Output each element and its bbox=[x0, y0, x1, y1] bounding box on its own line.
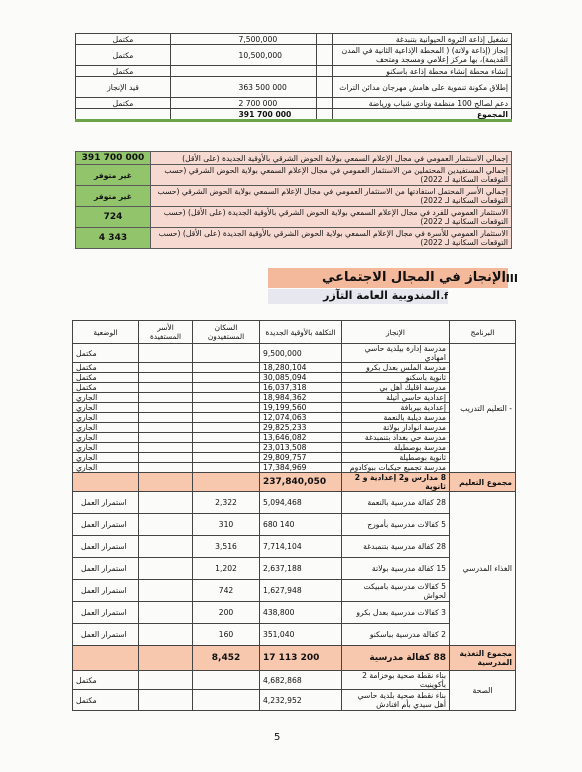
cost-cell: 2,637,188 bbox=[260, 558, 342, 580]
total-residents-cell: 8,452 bbox=[193, 646, 260, 671]
status-cell: الجاري bbox=[73, 443, 139, 453]
table-row bbox=[73, 671, 516, 690]
table-total-row bbox=[76, 109, 512, 121]
status-cell: مكتمل bbox=[73, 344, 139, 363]
achievement-cell: مدرسة تجميع جيكبات ببوكادوم bbox=[342, 463, 450, 473]
table-total-row bbox=[73, 646, 516, 671]
status-cell: مكتمل bbox=[73, 373, 139, 383]
residents-cell: 160 bbox=[193, 624, 260, 646]
achievement-cell: مدرسة بوصطيلة bbox=[342, 443, 450, 453]
header-program: البرنامج bbox=[450, 321, 516, 344]
achievement-cell: 15 كفالة مدرسية بولاتة bbox=[342, 558, 450, 580]
status-cell: الجاري bbox=[73, 423, 139, 433]
residents-cell: 310 bbox=[193, 514, 260, 536]
residents-cell: 200 bbox=[193, 602, 260, 624]
status-cell: الجاري bbox=[73, 403, 139, 413]
program-cell: الصحة bbox=[450, 671, 516, 711]
summary-row bbox=[76, 207, 512, 228]
table-row bbox=[73, 443, 516, 453]
status-cell: استمرار العمل bbox=[73, 580, 139, 602]
table-row bbox=[73, 558, 516, 580]
status-cell: مكتمل bbox=[76, 66, 171, 77]
achievement-cell: بناء نقطة صحية بلدية حاسي أهل سيدي بأم افنادش bbox=[342, 690, 450, 711]
achievement-cell: مدرسة انوادار بولاتة bbox=[342, 423, 450, 433]
achievement-cell: مدرسة حي بغداد بتنمبدغة bbox=[342, 433, 450, 443]
achievement-cell: 3 كفالات مدرسية بعدل بكرو bbox=[342, 602, 450, 624]
achievement-cell: مدرسة الملس بعدل بكرو bbox=[342, 363, 450, 373]
total-amount-cell: 391 700 000 bbox=[236, 109, 317, 121]
table-row bbox=[73, 344, 516, 363]
cost-cell: 18,984,362 bbox=[260, 393, 342, 403]
subsection-number: .f bbox=[440, 292, 448, 302]
cost-cell: 7,714,104 bbox=[260, 536, 342, 558]
status-cell: استمرار العمل bbox=[73, 514, 139, 536]
status-cell: مكتمل bbox=[76, 45, 171, 66]
total-desc-cell: 88 كفالة مدرسية bbox=[342, 646, 450, 671]
cost-cell: 30,085,094 bbox=[260, 373, 342, 383]
status-cell: الجاري bbox=[73, 463, 139, 473]
table-row bbox=[76, 66, 512, 77]
status-cell: استمرار العمل bbox=[73, 602, 139, 624]
residents-cell: 2,322 bbox=[193, 492, 260, 514]
table-row bbox=[73, 393, 516, 403]
header-residents: السكان المستفيدون bbox=[193, 321, 260, 344]
cost-cell: 5,094,468 bbox=[260, 492, 342, 514]
table-row bbox=[73, 602, 516, 624]
cost-cell: 19,199,560 bbox=[260, 403, 342, 413]
program-cell: - التعليم التدريب bbox=[450, 344, 516, 473]
radio-projects-table bbox=[75, 33, 512, 122]
section-title: الإنجاز في المجال الاجتماعي bbox=[321, 270, 506, 285]
status-cell: الجاري bbox=[73, 393, 139, 403]
status-cell: مكتمل bbox=[76, 34, 171, 45]
desc-cell: إطلاق مكونة تنموية على هامش مهرجان مدائن التراث bbox=[333, 77, 512, 98]
achievement-cell: 2 كفالة مدرسية بباسكنو bbox=[342, 624, 450, 646]
cost-cell: 4,682,868 bbox=[260, 671, 342, 690]
section-number: .III bbox=[501, 272, 518, 285]
achievement-cell: إعدادية حاسي أتيلة bbox=[342, 393, 450, 403]
table-row bbox=[73, 690, 516, 711]
achievement-cell: 28 كفالة مدرسية بتنمبدغة bbox=[342, 536, 450, 558]
status-cell: قيد الإنجاز bbox=[76, 77, 171, 98]
residents-cell: 1,202 bbox=[193, 558, 260, 580]
achievement-cell: 28 كفالة مدرسية بالنعمة bbox=[342, 492, 450, 514]
achievement-cell: بناء نقطة صحية بوخزامة 2 بأكوينيت bbox=[342, 671, 450, 690]
status-cell: مكتمل bbox=[73, 363, 139, 373]
table-row bbox=[73, 624, 516, 646]
cost-cell: 12,074,063 bbox=[260, 413, 342, 423]
desc-cell: إنشاء محطة إنشاء محطة إذاعة باسكنو bbox=[333, 66, 512, 77]
desc-cell: تشغيل إذاعة الثروة الحيوانية بتنبدغة bbox=[333, 34, 512, 45]
summary-value: غير متوفر bbox=[76, 186, 151, 207]
total-desc-cell: 8 مدارس و2 إعدادية و 2 ثانوية bbox=[342, 473, 450, 492]
status-cell: مكتمل bbox=[73, 383, 139, 393]
cost-cell: 351,040 bbox=[260, 624, 342, 646]
table-row bbox=[76, 77, 512, 98]
table-row bbox=[73, 492, 516, 514]
header-status: الوضعية bbox=[73, 321, 139, 344]
table-row bbox=[76, 98, 512, 109]
radio-summary-table bbox=[75, 151, 512, 249]
summary-value: 391 700 000 bbox=[76, 152, 151, 165]
cost-cell: 9,500,000 bbox=[260, 344, 342, 363]
summary-label: الاستثمار العمومي للأسرة في مجال الإعلام السمعي بولاية الحوض الشرقي بالأوقية الجديدة (على الأقل) (حسب التوقعات السكانية لـ 2022) bbox=[151, 228, 512, 249]
cost-cell: 18,280,104 bbox=[260, 363, 342, 373]
status-cell: استمرار العمل bbox=[73, 492, 139, 514]
status-cell: مكتمل bbox=[73, 671, 139, 690]
cost-cell: 23,013,508 bbox=[260, 443, 342, 453]
desc-cell: إنجاز (إذاعة ولاتة) ( المحطة الإذاعية الثانية في المدن القديمة)، بها مركز إعلامي ومسجد ومتحف bbox=[333, 45, 512, 66]
table-row bbox=[76, 34, 512, 45]
summary-value: 724 bbox=[76, 207, 151, 228]
summary-row bbox=[76, 228, 512, 249]
cost-cell: 13,646,082 bbox=[260, 433, 342, 443]
table-row bbox=[73, 373, 516, 383]
amount-cell: 2 700 000 bbox=[236, 98, 317, 109]
total-label-cell: مجموع التغذية المدرسية bbox=[450, 646, 516, 671]
status-cell: الجاري bbox=[73, 433, 139, 443]
summary-label: إجمالي الاستثمار العمومي في مجال الإعلام السمعي بولاية الحوض الشرقي بالأوقية الجديدة (على الأقل) bbox=[151, 152, 512, 165]
summary-value: 4 343 bbox=[76, 228, 151, 249]
cost-cell: 4,232,952 bbox=[260, 690, 342, 711]
achievement-cell: ثانوية بوصطيلة bbox=[342, 453, 450, 463]
cost-cell: 29,809,757 bbox=[260, 453, 342, 463]
cost-cell: 29,825,233 bbox=[260, 423, 342, 433]
amount-cell: 10,500,000 bbox=[236, 45, 317, 66]
amount-cell bbox=[236, 66, 317, 77]
cost-cell: 680 140 bbox=[260, 514, 342, 536]
status-cell: استمرار العمل bbox=[73, 624, 139, 646]
status-cell: مكتمل bbox=[76, 98, 171, 109]
subsection-title: المندوبية العامة التآزر bbox=[323, 289, 440, 302]
achievement-cell: ثانوية باسكنو bbox=[342, 373, 450, 383]
header-households: الأسر المستفيدة bbox=[139, 321, 193, 344]
summary-row bbox=[76, 186, 512, 207]
summary-row bbox=[76, 152, 512, 165]
table-row bbox=[73, 383, 516, 393]
summary-label: إجمالي الأسر المحتمل استفادتها من الاستثمار العمومي في مجال الإعلام السمعي بولاية الحوض الشرقي (حسب التوقعات السكانية لـ 2022) bbox=[151, 186, 512, 207]
table-row bbox=[73, 413, 516, 423]
header-achievement: الإنجاز bbox=[342, 321, 450, 344]
cost-cell: 1,627,948 bbox=[260, 580, 342, 602]
header-cost: التكلفة بالأوقية الجديدة bbox=[260, 321, 342, 344]
cost-cell: 16,037,318 bbox=[260, 383, 342, 393]
achievement-cell: مدرسة إدارة بيلدية حاسي امهادي bbox=[342, 344, 450, 363]
summary-label: إجمالي المستفيدين المحتملين من الاستثمار العمومي في مجال الإعلام السمعي بولاية الحوض الشرقي (حسب التوقعات السكانية لـ 2022) bbox=[151, 165, 512, 186]
table-row bbox=[73, 403, 516, 413]
table-row bbox=[73, 433, 516, 443]
residents-cell: 742 bbox=[193, 580, 260, 602]
table-row bbox=[73, 580, 516, 602]
achievement-cell: مدرسة اقليك أهل بي bbox=[342, 383, 450, 393]
achievement-cell: 5 كفالات مدرسية بأمورج bbox=[342, 514, 450, 536]
status-cell: استمرار العمل bbox=[73, 536, 139, 558]
total-cost-cell: 17 113 200 bbox=[260, 646, 342, 671]
summary-label: الاستثمار العمومي للفرد في مجال الإعلام السمعي بولاية الحوض الشرقي بالأوقية الجديدة (على الأقل) (حسب التوقعات السكانية لـ 2022) bbox=[151, 207, 512, 228]
status-cell: استمرار العمل bbox=[73, 558, 139, 580]
table-row bbox=[76, 45, 512, 66]
summary-value: غير متوفر bbox=[76, 165, 151, 186]
total-cost-cell: 237,840,050 bbox=[260, 473, 342, 492]
table-total-row bbox=[73, 473, 516, 492]
table-row bbox=[73, 453, 516, 463]
amount-cell: 363 500 000 bbox=[236, 77, 317, 98]
cost-cell: 438,800 bbox=[260, 602, 342, 624]
total-label-cell: المجموع bbox=[333, 109, 512, 121]
table-row bbox=[73, 536, 516, 558]
amount-cell: 7,500,000 bbox=[236, 34, 317, 45]
status-cell: مكتمل bbox=[73, 690, 139, 711]
achievement-cell: مدرسة ديلبة بالنعمة bbox=[342, 413, 450, 423]
status-cell: الجاري bbox=[73, 413, 139, 423]
status-cell: الجاري bbox=[73, 453, 139, 463]
social-achievements-table bbox=[72, 320, 516, 711]
summary-row bbox=[76, 165, 512, 186]
achievement-cell: 5 كفالات مدرسية بامبيكت لحواش bbox=[342, 580, 450, 602]
residents-cell: 3,516 bbox=[193, 536, 260, 558]
table-row bbox=[73, 463, 516, 473]
table-row bbox=[73, 363, 516, 373]
program-cell: الغذاء المدرسي bbox=[450, 492, 516, 646]
page-number: 5 bbox=[274, 732, 281, 743]
table-row bbox=[73, 514, 516, 536]
desc-cell: دعم لصالح 100 منظمة ونادي شباب ورياضة bbox=[333, 98, 512, 109]
cost-cell: 17,384,969 bbox=[260, 463, 342, 473]
total-label-cell: مجموع التعليم bbox=[450, 473, 516, 492]
achievement-cell: إعدادية بيربافة bbox=[342, 403, 450, 413]
table-header-row bbox=[73, 321, 516, 344]
table-row bbox=[73, 423, 516, 433]
